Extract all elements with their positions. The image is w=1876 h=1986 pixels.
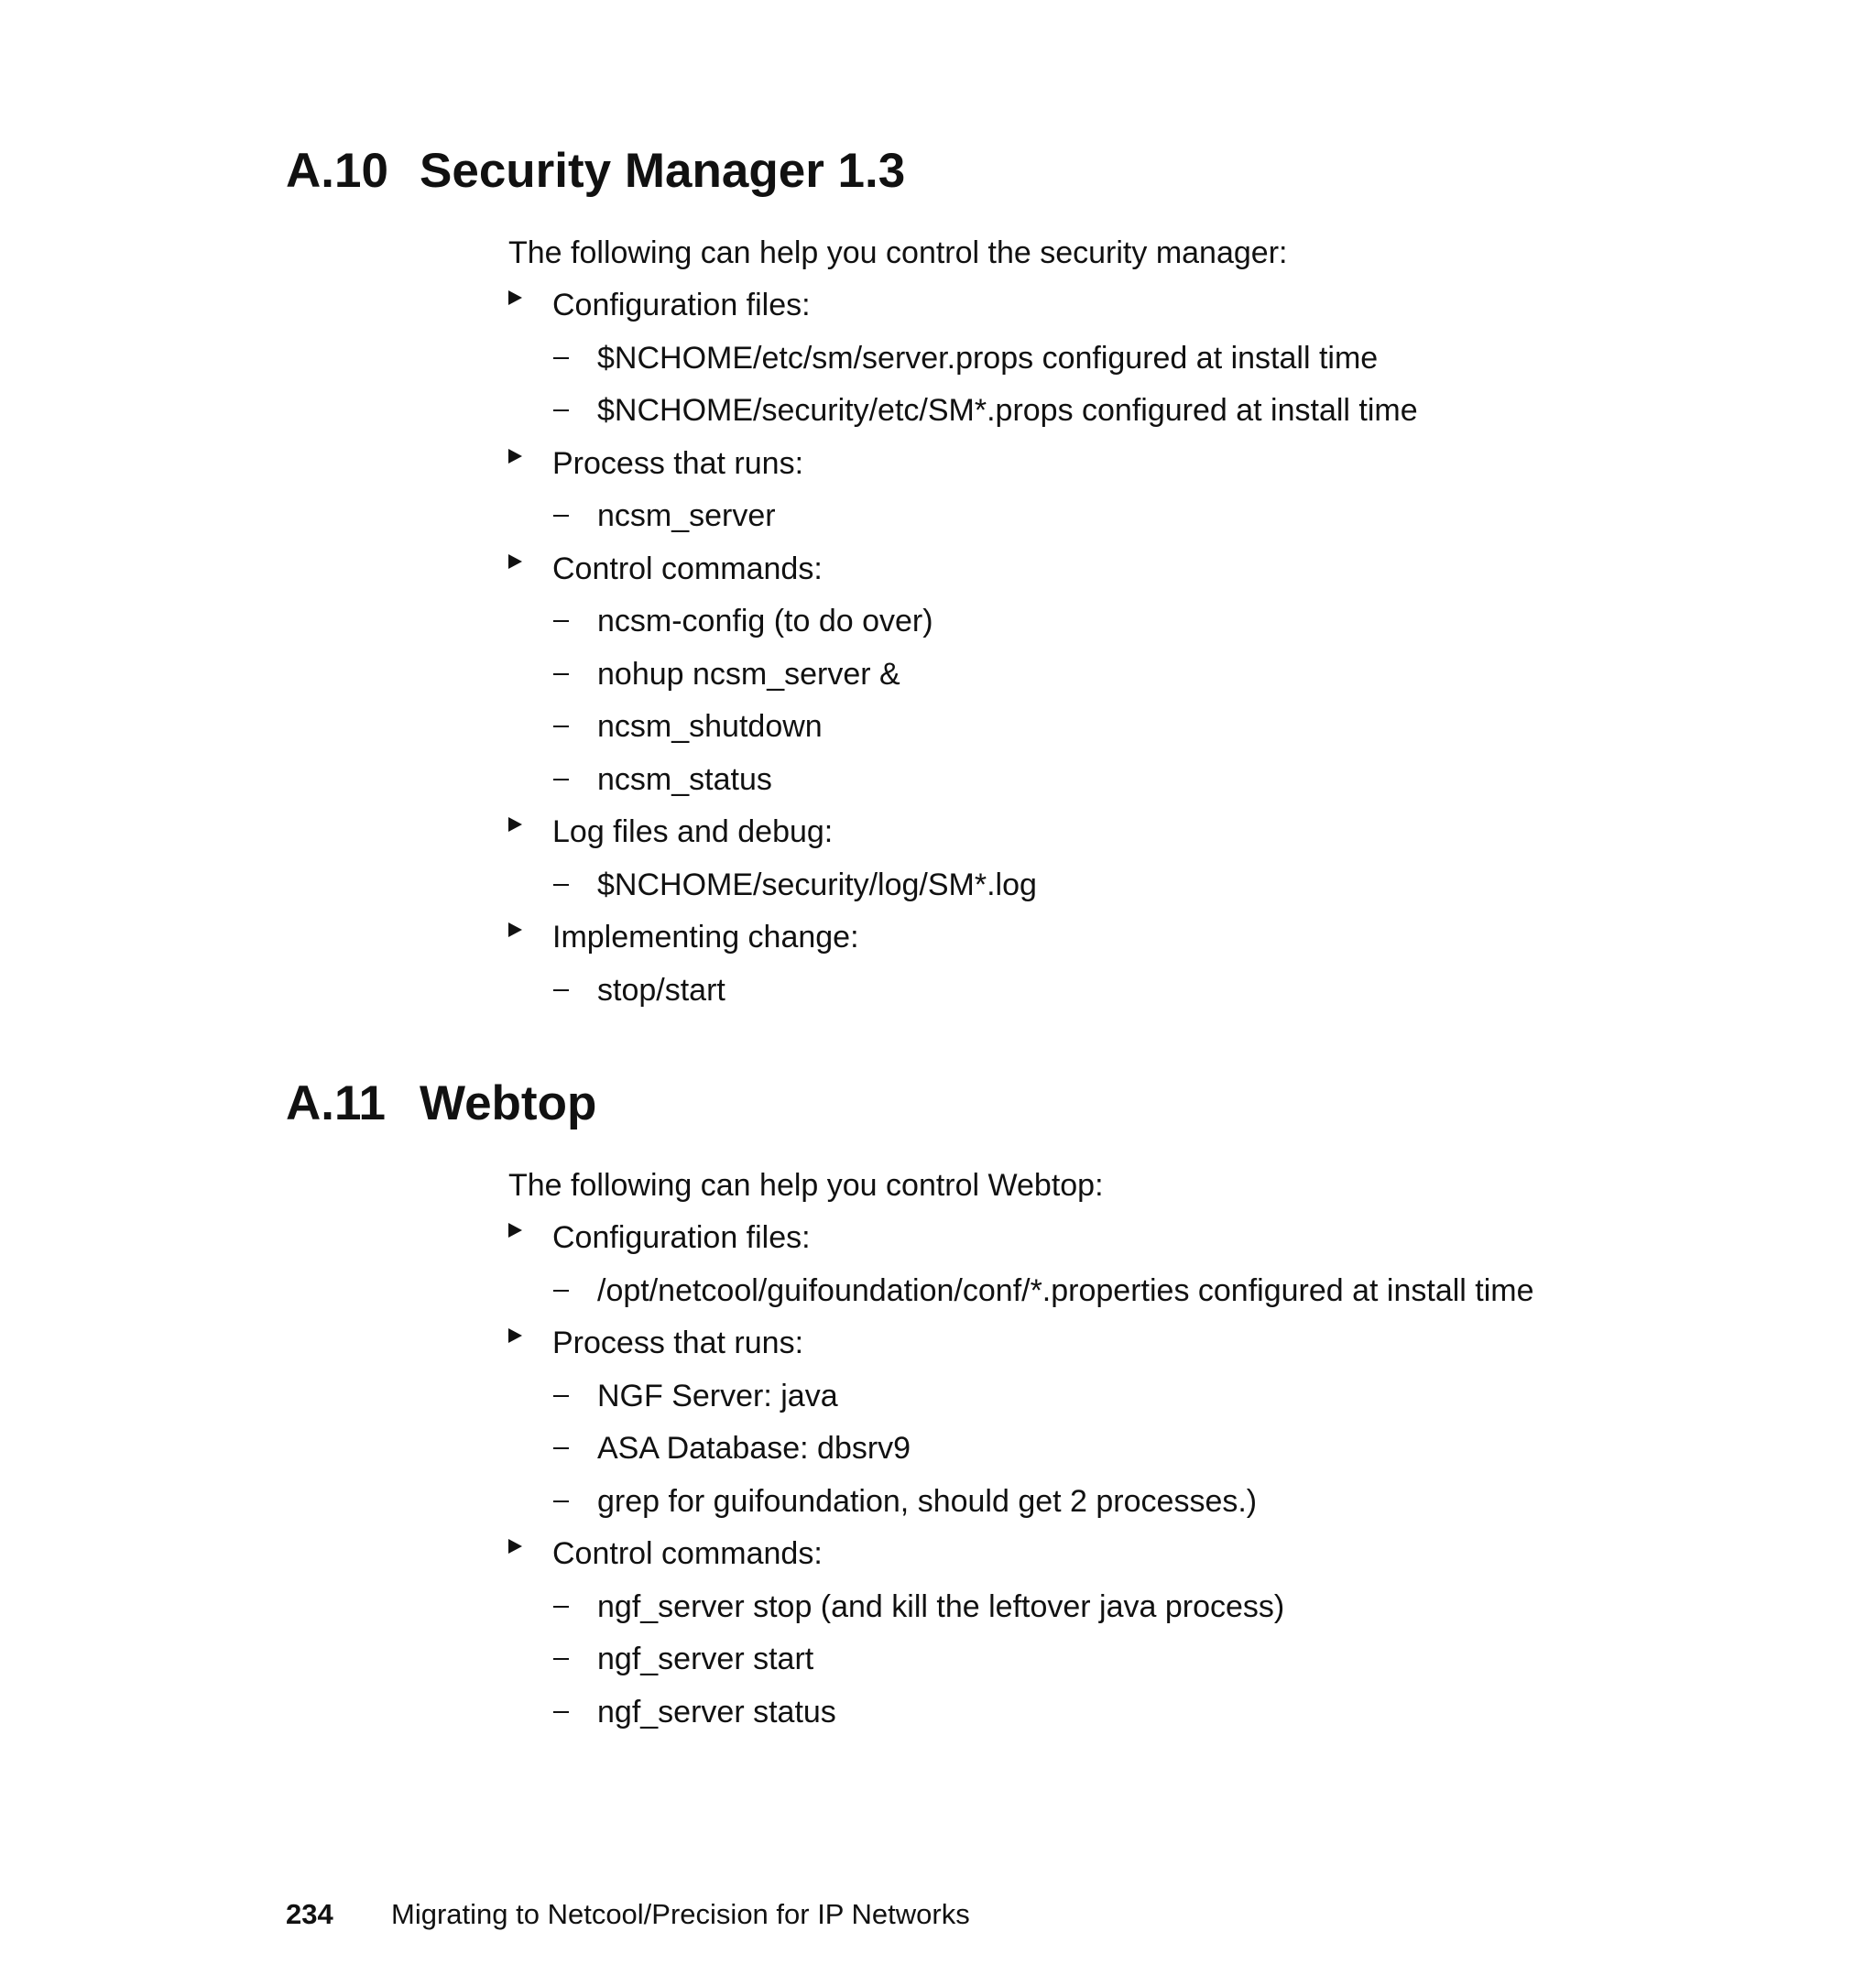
sub-item [0, 1678, 1876, 1731]
bullet-label: Process that runs: [552, 1326, 804, 1360]
section-title: Security Manager 1.3 [420, 144, 906, 198]
bullet-label: Process that runs: [552, 445, 804, 481]
page-number: 234 [286, 1898, 333, 1930]
sub-item [0, 1257, 1876, 1310]
bullet-label: Log files and debug: [552, 814, 834, 849]
dash-icon [553, 673, 569, 675]
dash-icon [553, 620, 569, 622]
sub-item [0, 1625, 1876, 1678]
sub-item-text: ncsm_status [597, 761, 772, 797]
bullet-label: Implementing change: [552, 920, 859, 955]
sub-item-text: ngf_server status [597, 1694, 836, 1730]
sub-item-text: ngf_server start [597, 1642, 814, 1676]
sub-item [0, 324, 1876, 377]
sub-item-text: /opt/netcool/guifoundation/conf/*.properties configured at install time [597, 1272, 1534, 1308]
sub-item-text: ncsm-config (to do over) [597, 604, 933, 638]
dash-icon [553, 1290, 569, 1292]
section-heading [286, 139, 1876, 203]
sub-item-text: nohup ncsm_server & [597, 656, 900, 692]
bullet-list [0, 1204, 1876, 1730]
dash-icon [553, 779, 569, 780]
dash-icon [553, 1395, 569, 1397]
dash-icon [553, 1606, 569, 1608]
triangle-bullet-icon [508, 922, 522, 937]
dash-icon [553, 1658, 569, 1660]
bullet-configuration-files [0, 271, 1876, 430]
sub-item [0, 956, 1876, 1009]
section-title: Webtop [420, 1076, 597, 1130]
section-intro: The following can help you control the security manager: [508, 235, 1288, 270]
section-intro: The following can help you control Webtop: [508, 1168, 1104, 1203]
sub-item [0, 1362, 1876, 1415]
dash-icon [553, 1711, 569, 1713]
bullet-label: Control commands: [552, 1536, 823, 1571]
bullet-process-that-runs [0, 1309, 1876, 1520]
section-webtop [0, 1072, 1876, 1730]
sub-item-text: $NCHOME/security/etc/SM*.props configured at install time [597, 393, 1418, 428]
bullet-label: Control commands: [552, 551, 823, 586]
triangle-bullet-icon [508, 1539, 522, 1554]
sub-item [0, 1573, 1876, 1626]
dash-icon [553, 515, 569, 517]
triangle-bullet-icon [508, 449, 522, 464]
book-title: Migrating to Netcool/Precision for IP Networks [391, 1898, 970, 1930]
sub-item-text: grep for guifoundation, should get 2 processes.) [597, 1483, 1258, 1519]
sub-item-text: $NCHOME/etc/sm/server.props configured at install time [597, 340, 1379, 376]
sub-item-text: ASA Database: dbsrv9 [597, 1431, 911, 1466]
section-number: A.10 [286, 144, 388, 198]
sub-item [0, 1414, 1876, 1468]
triangle-bullet-icon [508, 554, 522, 569]
sub-item [0, 640, 1876, 693]
dash-icon [553, 409, 569, 411]
sub-item-text: ncsm_server [597, 498, 776, 533]
triangle-bullet-icon [508, 290, 522, 305]
bullet-control-commands [0, 1520, 1876, 1730]
sub-item-text: ngf_server stop (and kill the leftover java process) [597, 1588, 1285, 1624]
bullet-implementing-change [0, 903, 1876, 1009]
bullet-log-files [0, 798, 1876, 903]
bullet-label: Configuration files: [552, 288, 811, 322]
sub-item [0, 587, 1876, 640]
bullet-label: Configuration files: [552, 1220, 811, 1255]
triangle-bullet-icon [508, 1223, 522, 1238]
sub-item-text: $NCHOME/security/log/SM*.log [597, 867, 1037, 902]
dash-icon [553, 357, 569, 359]
sub-item [0, 746, 1876, 799]
dash-icon [553, 989, 569, 991]
dash-icon [553, 726, 569, 727]
dash-icon [553, 1500, 569, 1502]
dash-icon [553, 884, 569, 886]
bullet-control-commands [0, 535, 1876, 799]
triangle-bullet-icon [508, 817, 522, 832]
section-heading [286, 1072, 1876, 1136]
sub-item [0, 851, 1876, 904]
dash-icon [553, 1447, 569, 1449]
triangle-bullet-icon [508, 1328, 522, 1343]
bullet-configuration-files [0, 1204, 1876, 1309]
bullet-process-that-runs [0, 430, 1876, 535]
section-number: A.11 [286, 1076, 387, 1130]
sub-item-text: ncsm_shutdown [597, 709, 823, 744]
sub-item [0, 1468, 1876, 1521]
sub-item-text: NGF Server: java [597, 1378, 838, 1413]
section-security-manager [0, 139, 1876, 1009]
sub-item [0, 693, 1876, 746]
sub-item [0, 482, 1876, 535]
page-footer [286, 1896, 970, 1933]
bullet-list [0, 271, 1876, 1009]
sub-item [0, 376, 1876, 430]
sub-item-text: stop/start [597, 972, 725, 1008]
